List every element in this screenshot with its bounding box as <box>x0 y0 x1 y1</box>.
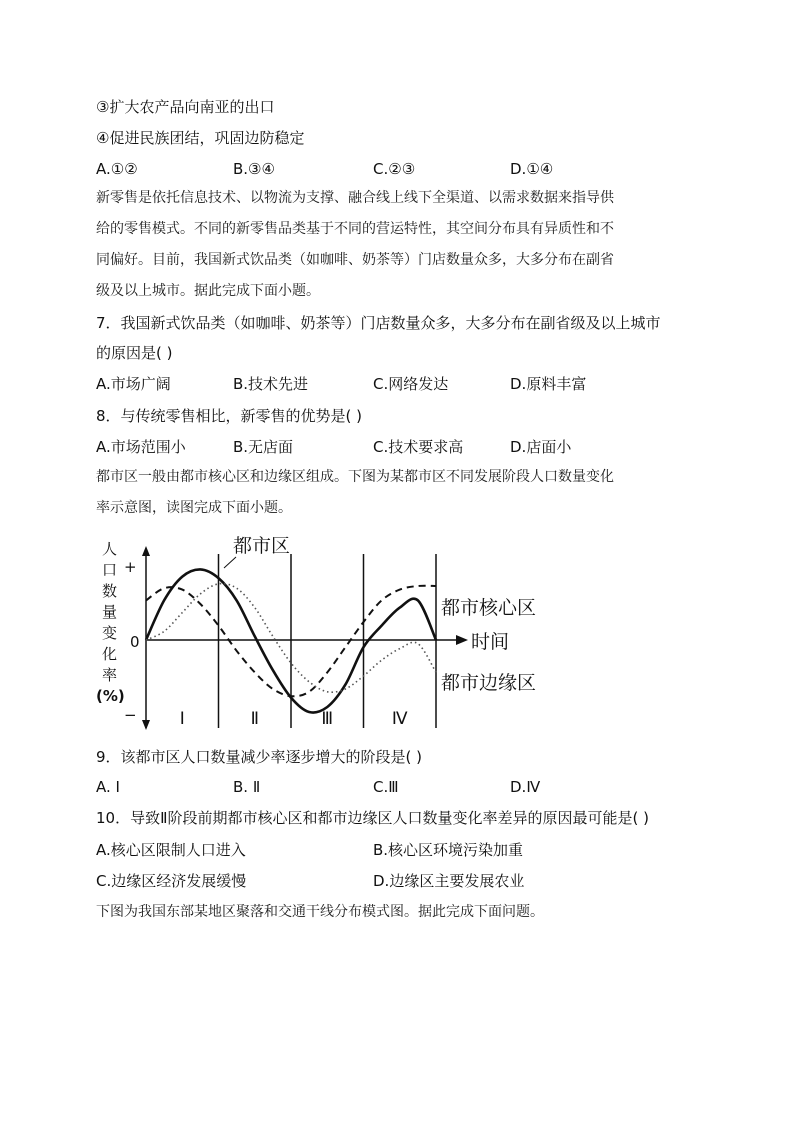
y-axis-label-char: 变 <box>102 624 118 642</box>
q10-option-d[interactable]: D.边缘区主要发展农业 <box>373 872 525 890</box>
x-axis-arrow <box>456 635 468 645</box>
y-axis-arrow-up <box>142 546 150 556</box>
y-axis-label-char: 人 <box>102 540 118 558</box>
q7-option-a[interactable]: A.市场广阔 <box>96 375 171 393</box>
q6-item-4: ④促进民族团结，巩固边防稳定 <box>96 129 305 147</box>
q7-stem-2: 的原因是( ) <box>96 344 173 362</box>
y-zero-label: 0 <box>130 633 140 651</box>
q8-stem: 8．与传统零售相比，新零售的优势是( ) <box>96 407 363 425</box>
legend-label-core: 都市核心区 <box>441 597 537 619</box>
y-axis-label <box>96 540 125 705</box>
legend-label-metro: 都市区 <box>233 535 291 557</box>
y-axis-label-unit: (%) <box>96 687 125 705</box>
q7-options <box>96 374 696 394</box>
q8-option-a[interactable]: A.市场范围小 <box>96 438 186 456</box>
x-axis-label: 时间 <box>471 631 510 653</box>
q9-option-b[interactable]: B. Ⅱ <box>233 778 261 796</box>
y-axis-label-char: 量 <box>102 603 118 621</box>
y-axis-label-char: 化 <box>102 645 118 663</box>
y-axis-arrow-down <box>142 720 150 730</box>
q10-options-row-1 <box>96 840 696 860</box>
y-axis-label-char: 口 <box>102 561 118 579</box>
q7-option-b[interactable]: B.技术先进 <box>233 375 309 393</box>
q8-options <box>96 437 696 457</box>
q10-option-a[interactable]: A.核心区限制人口进入 <box>96 841 246 859</box>
population-change-chart <box>96 532 556 732</box>
y-minus-label: − <box>124 706 137 724</box>
q10-option-c[interactable]: C.边缘区经济发展缓慢 <box>96 872 247 890</box>
passage-1-line-2: 给的零售模式。不同的新零售品类基于不同的营运特性，其空间分布具有异质性和不 <box>96 221 614 237</box>
q7-stem-1: 7．我国新式饮品类（如咖啡、奶茶等）门店数量众多，大多分布在副省级及以上城市 <box>96 314 661 332</box>
y-plus-label: + <box>124 558 137 576</box>
passage-2-line-1: 都市区一般由都市核心区和边缘区组成。下图为某都市区不同发展阶段人口数量变化 <box>96 469 614 485</box>
y-axis-label-char: 率 <box>102 666 118 684</box>
q6-item-3: ③扩大农产品向南亚的出口 <box>96 98 275 116</box>
stage-label: Ⅳ <box>391 709 408 729</box>
q6-option-c[interactable]: C.②③ <box>373 160 416 178</box>
q8-option-d[interactable]: D.店面小 <box>510 438 572 456</box>
legend-label-fringe: 都市边缘区 <box>441 672 537 694</box>
passage-3: 下图为我国东部某地区聚落和交通干线分布模式图。据此完成下面问题。 <box>96 904 544 920</box>
q9-option-c[interactable]: C.Ⅲ <box>373 778 399 796</box>
q6-options <box>96 159 696 179</box>
passage-1-line-4: 级及以上城市。据此完成下面小题。 <box>96 283 320 299</box>
q9-option-d[interactable]: D.Ⅳ <box>510 778 541 796</box>
q6-option-d[interactable]: D.①④ <box>510 160 554 178</box>
q10-option-b[interactable]: B.核心区环境污染加重 <box>373 841 524 859</box>
q9-stem: 9．该都市区人口数量减少率逐步增大的阶段是( ) <box>96 748 423 766</box>
stage-label: Ⅱ <box>250 709 259 729</box>
stage-label: Ⅰ <box>179 709 185 729</box>
stage-label: Ⅲ <box>321 709 334 729</box>
q10-options-row-2 <box>96 871 696 891</box>
y-axis-label-char: 数 <box>102 582 118 600</box>
legend-pointer-metro <box>224 557 236 568</box>
q8-option-b[interactable]: B.无店面 <box>233 438 294 456</box>
q9-option-a[interactable]: A. Ⅰ <box>96 778 120 796</box>
passage-1-line-3: 同偏好。目前，我国新式饮品类（如咖啡、奶茶等）门店数量众多，大多分布在副省 <box>96 252 614 268</box>
q9-options <box>96 777 696 797</box>
q6-option-b[interactable]: B.③④ <box>233 160 275 178</box>
q7-option-d[interactable]: D.原料丰富 <box>510 375 587 393</box>
passage-2-line-2: 率示意图，读图完成下面小题。 <box>96 500 292 516</box>
passage-1-line-1: 新零售是依托信息技术、以物流为支撑、融合线上线下全渠道、以需求数据来指导供 <box>96 190 614 206</box>
q8-option-c[interactable]: C.技术要求高 <box>373 438 464 456</box>
q10-stem: 10．导致Ⅱ阶段前期都市核心区和都市边缘区人口数量变化率差异的原因最可能是( ) <box>96 809 649 827</box>
q6-option-a[interactable]: A.①② <box>96 160 138 178</box>
q7-option-c[interactable]: C.网络发达 <box>373 375 449 393</box>
